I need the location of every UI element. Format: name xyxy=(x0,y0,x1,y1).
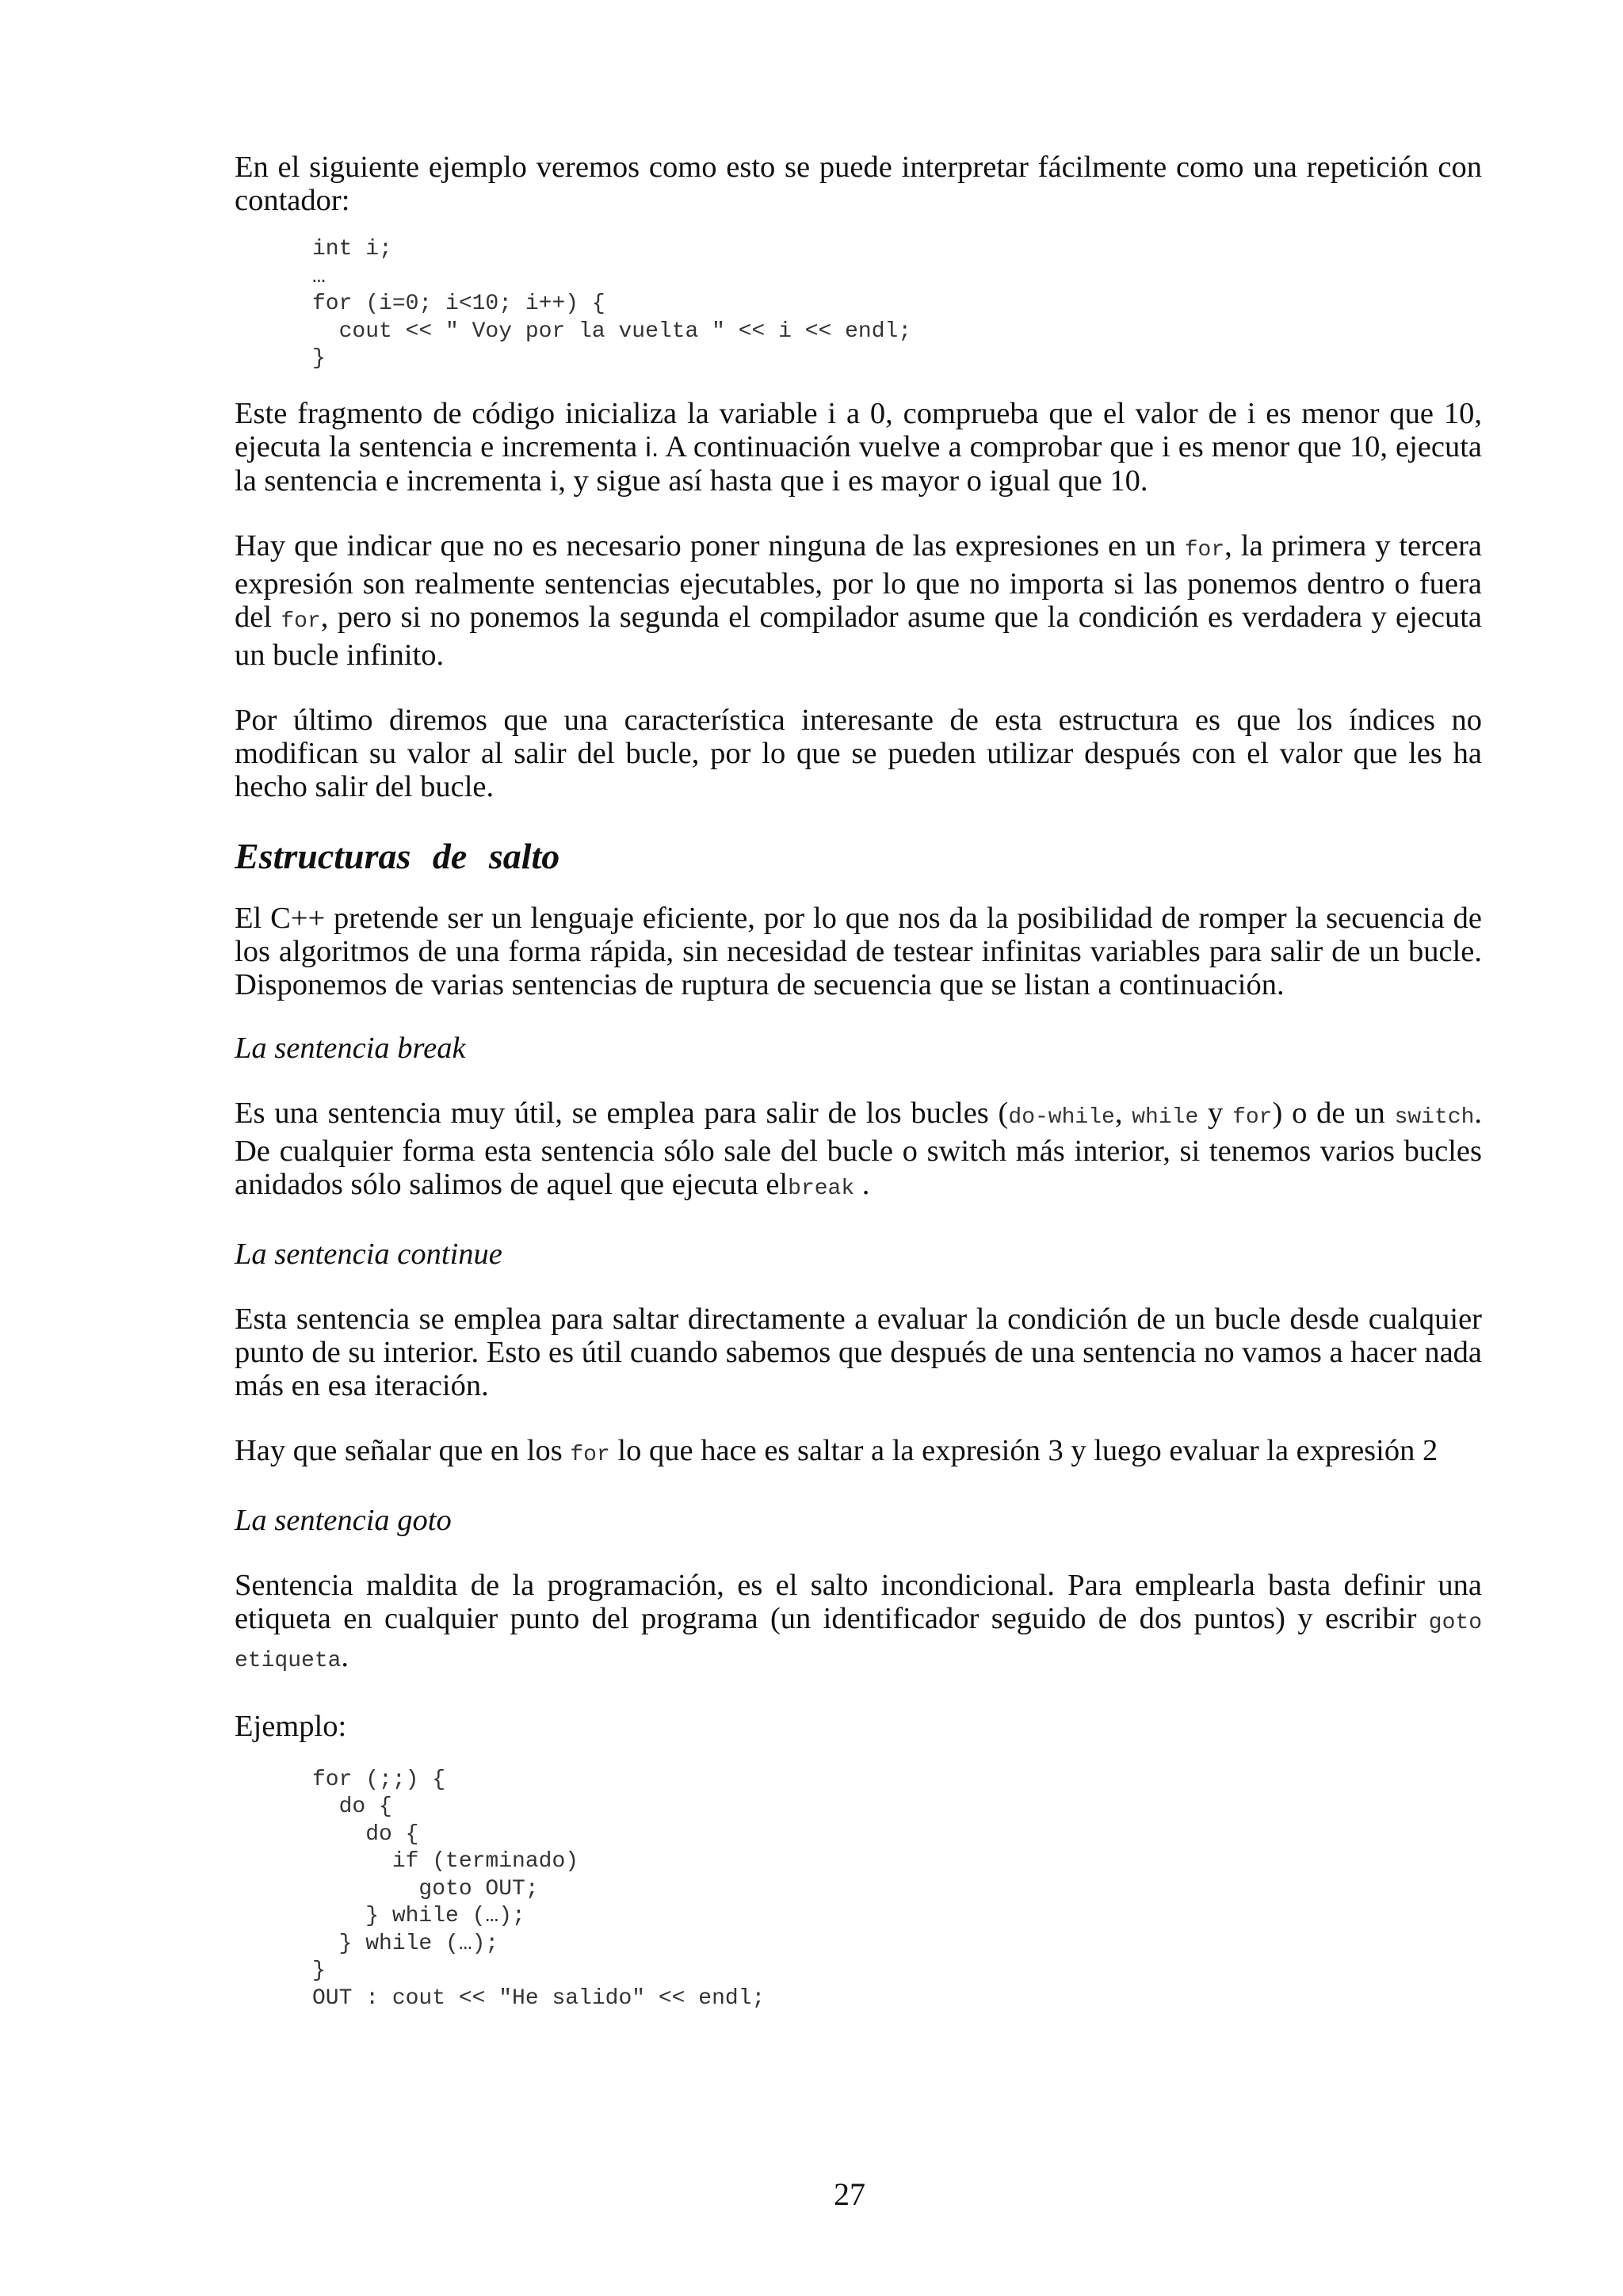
subheading-break: La sentencia break xyxy=(235,1031,466,1065)
subheading-continue: La sentencia continue xyxy=(235,1237,502,1271)
paragraph-break: Es una sentencia muy útil, se emplea para salir de los bucles (do-while, while y for) o de un switch. De cualquier forma esta sentencia sólo sale del bucle o switch más interior, si tenemos varios bucles anidados sólo salimos de aquel que ejecuta elbreak . xyxy=(235,1096,1483,1201)
paragraph-continue: Esta sentencia se emplea para saltar directamente a evaluar la condición de un bucle desde cualquier punto de su interior. Esto es útil cuando sabemos que después de una sentencia no vamos a hacer nada más en esa iteración. xyxy=(235,1302,1482,1402)
example-label: Ejemplo: xyxy=(235,1709,347,1743)
code-block-for-counter: int i; … for (i=0; i<10; i++) { cout << " Voy por la vuelta " << i << endl; } xyxy=(312,237,912,371)
subheading-goto: La sentencia goto xyxy=(235,1503,452,1537)
paragraph-goto: Sentencia maldita de la programación, es el salto incondicional. Para emplearla basta definir una etiqueta en cualquier punto del programa (un identificador seguido de dos puntos) y escribir goto etiqueta. xyxy=(235,1568,1482,1673)
paragraph-indices: Por último diremos que una característica interesante de esta estructura es que los índices no modifican su valor al salir del bucle, por lo que se pueden utilizar después con el valor que les ha hecho salir del bucle. xyxy=(235,703,1482,803)
section-heading: Estructuras de salto xyxy=(235,835,560,876)
document-page xyxy=(235,151,1482,2012)
page-number: 27 xyxy=(834,2176,865,2212)
paragraph-for-explanation: Este fragmento de código inicializa la variable i a 0, comprueba que el valor de i es menor que 10, ejecuta la sentencia e incrementa i. A continuación vuelve a comprobar que i es menor que 10, ejecuta la sentencia e incrementa i, y sigue así hasta que i es mayor o igual que 10. xyxy=(235,396,1482,498)
paragraph-for-expressions: Hay que indicar que no es necesario poner ninguna de las expresiones en un for, la primera y tercera expresión son realmente sentencias ejecutables, por lo que no importa si las ponemos dentro o fuera del for, pero si no ponemos la segunda el compilador asume que la condición es verdadera y ejecuta un bucle infinito. xyxy=(235,528,1483,672)
paragraph-intro: En el siguiente ejemplo veremos como esto se puede interpretar fácilmente como una repetición con contador: xyxy=(235,151,1482,217)
paragraph-jump-intro: El C++ pretende ser un lenguaje eficiente, por lo que nos da la posibilidad de romper la secuencia de los algoritmos de una forma rápida, sin necesidad de testear infinitas variables para salir de un bucle. Disponemos de varias sentencias de ruptura de secuencia que se listan a continuación. xyxy=(235,901,1482,1001)
code-block-goto-example: for (;;) { do { do { if (terminado) goto OUT; } while (…); } while (…); } OUT : cout << "He salido" << endl; xyxy=(312,1767,766,2011)
paragraph-continue-for: Hay que señalar que en los for lo que hace es saltar a la expresión 3 y luego evaluar la expresión 2 xyxy=(235,1433,1438,1467)
